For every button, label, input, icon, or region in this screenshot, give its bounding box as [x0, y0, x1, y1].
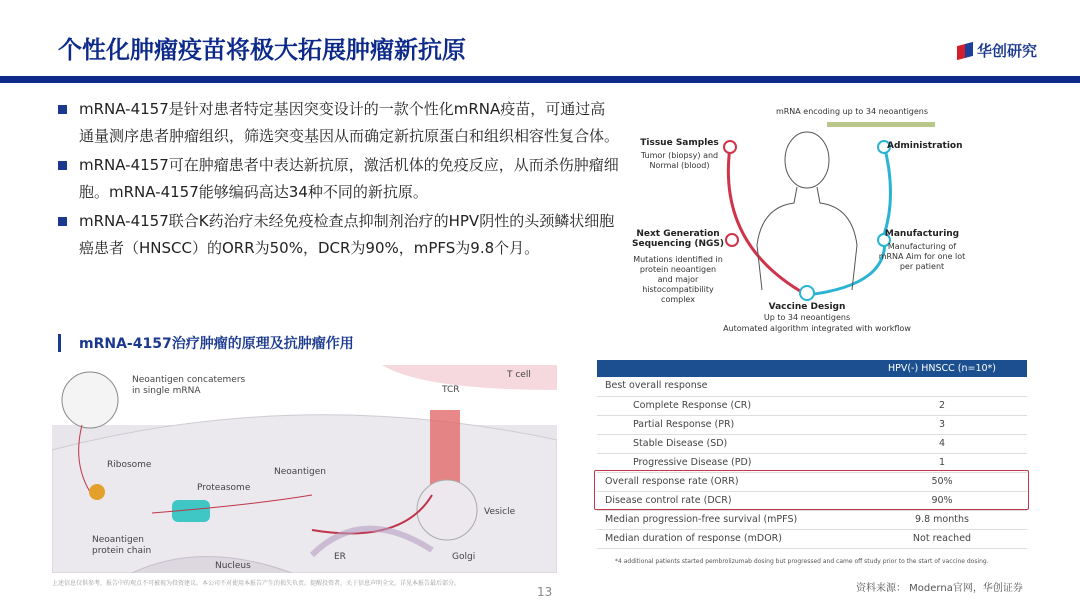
page-title: 个性化肿瘤疫苗将极大拓展肿瘤新抗原 — [58, 36, 466, 64]
highlight-box — [594, 470, 1029, 510]
step-title: Manufacturing — [884, 229, 960, 239]
logo-text: 华创研究 — [977, 42, 1038, 60]
mechanism-figure — [52, 365, 557, 573]
step-title: Tissue Samples — [640, 138, 719, 148]
results-table — [597, 360, 1027, 549]
label-tcell: T cell — [507, 370, 531, 380]
table-header: HPV(-) HNSCC (n=10*) — [857, 360, 1027, 377]
mrna-label: mRNA encoding up to 34 neoantigens — [775, 107, 929, 116]
label-tcr: TCR — [442, 385, 460, 395]
table-row: Stable Disease (SD) 4 — [597, 434, 1027, 453]
bullet-square-icon — [58, 217, 67, 226]
vaccine-workflow-figure — [622, 95, 966, 340]
bullet-text: mRNA-4157可在肿瘤患者中表达新抗原，激活机体的免疫反应，从而杀伤肿瘤细胞。mRNA-4157能够编码高达34种不同的新抗原。 — [79, 156, 619, 201]
step-desc: Tumor (biopsy) and Normal (blood) — [640, 151, 719, 170]
table-row: Median duration of response (mDOR) Not reached — [597, 529, 1027, 548]
table-row: Disease control rate (DCR) 90% — [597, 491, 1027, 510]
step-desc: Up to 34 neoantigens — [763, 313, 851, 322]
table-row: Partial Response (PR) 3 — [597, 415, 1027, 434]
bullet-text: mRNA-4157是针对患者特定基因突变设计的一款个性化mRNA疫苗，可通过高通量测序患者肿瘤组织，筛选突变基因从而确定新抗原蛋白和组织相容性复合体。 — [79, 100, 620, 145]
bullet-list — [58, 96, 620, 264]
bullet-square-icon — [58, 161, 67, 170]
bullet-item — [58, 208, 620, 262]
label-concatemers: Neoantigen concatemers in single mRNA — [132, 375, 246, 396]
header-divider — [0, 76, 1080, 83]
source-note: 资料来源： Moderna官网，华创证券 — [856, 583, 1023, 594]
label-vesicle: Vesicle — [484, 507, 516, 517]
bullet-text: mRNA-4157联合K药治疗未经免疫检查点抑制剂治疗的HPV阴性的头颈鳞状细胞癌患者（HNSCC）的ORR为50%，DCR为90%，mPFS为9.8个月。 — [79, 212, 615, 257]
table-row: Median progression-free survival (mPFS) 9.8 months — [597, 510, 1027, 529]
page-number: 13 — [537, 585, 553, 599]
label-golgi: Golgi — [452, 552, 476, 562]
table-row: Best overall response — [597, 377, 1027, 396]
logo-cube-icon — [957, 41, 973, 59]
table-row: Complete Response (CR) 2 — [597, 396, 1027, 415]
brand-logo — [957, 40, 1037, 61]
label-er: ER — [334, 552, 346, 562]
label-proteasome: Proteasome — [197, 483, 251, 493]
step-title: Next Generation Sequencing (NGS) — [632, 229, 724, 249]
bullet-square-icon — [58, 105, 67, 114]
disclaimer: 上述信息仅供参考，报告中的观点不可被视为投资建议。本公司不对使用本报告产生的损失负责。提醒投资者，关于信息声明全文，详见本报告最后部分。 — [52, 580, 461, 587]
section-marker — [58, 334, 61, 352]
step-desc: Automated algorithm integrated with workflow — [723, 324, 911, 333]
step-title: Vaccine Design — [768, 302, 846, 312]
step-title: Administration — [887, 141, 963, 151]
label-protein-chain: Neoantigen protein chain — [92, 535, 152, 556]
table-footnote: *4 additional patients started pembrolizumab dosing but progressed and came off study prior to the start of vaccine dosing. — [615, 558, 989, 565]
bullet-item — [58, 152, 620, 206]
table-row: Overall response rate (ORR) 50% — [597, 472, 1027, 491]
label-ribosome: Ribosome — [107, 460, 152, 470]
table-row: Progressive Disease (PD) 1 — [597, 453, 1027, 472]
step-desc: Mutations identified in protein neoantigen and major histocompatibility complex — [633, 255, 723, 304]
bullet-item — [58, 96, 620, 150]
step-desc: Manufacturing of mRNA Aim for one lot per patient — [878, 242, 966, 271]
label-nucleus: Nucleus — [215, 561, 251, 571]
section-heading — [58, 333, 354, 353]
label-neoantigen: Neoantigen — [274, 467, 326, 477]
section-title: mRNA-4157治疗肿瘤的原理及抗肿瘤作用 — [79, 336, 354, 352]
